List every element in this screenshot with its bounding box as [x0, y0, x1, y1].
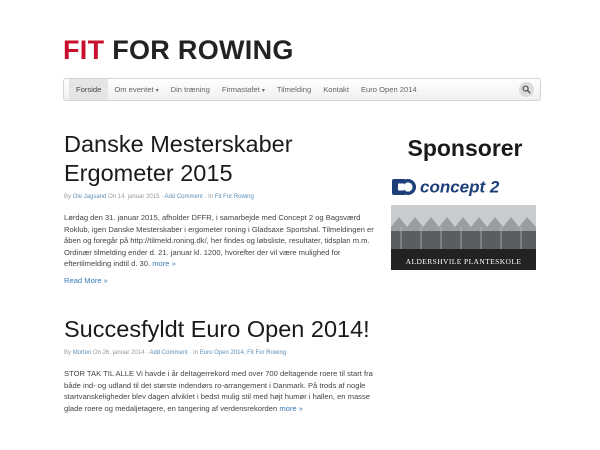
nav-item-tilmelding[interactable] — [271, 79, 317, 100]
post-title[interactable]: Succesfyldt Euro Open 2014! — [64, 316, 370, 342]
concept2-wordmark: concept 2 — [420, 177, 500, 197]
more-link[interactable]: more » — [152, 259, 176, 269]
add-comment-link[interactable]: Add Comment — [164, 194, 203, 200]
post-date: On 26. januar 2014 · — [93, 350, 149, 356]
nav-item-euro-open-2014[interactable] — [355, 79, 423, 100]
post-date: On 14. januar 2015 · — [108, 194, 164, 200]
aldershvile-sponsor-banner[interactable] — [391, 205, 536, 270]
post-title[interactable]: Danske Mesterskaber Ergometer 2015 — [64, 131, 293, 186]
post-author-link[interactable]: Morten — [72, 350, 92, 356]
nav-item-label: Kontakt — [323, 85, 349, 94]
nav-item-label: Tilmelding — [276, 85, 312, 94]
post-author-link[interactable]: Ole Jagsand — [72, 194, 107, 200]
site-title[interactable] — [63, 32, 294, 68]
add-comment-link[interactable]: Add Comment — [149, 350, 188, 356]
nav-item-om-eventet[interactable] — [108, 79, 164, 100]
post-excerpt-text: STOR TAK TIL ALLE Vi havde i år deltagerrekord med over 700 deltagende roere til start fra både ind- og udland til det største indendørs ro-arrangement i Danmark. På trods af nogle startvanskeligheder blev dagen afviklet i bedst mulig stil med højt humør i hallen, en masse glade roere og medaljetagere, en tangering af verdensrekorden — [64, 369, 373, 413]
read-more-link[interactable]: Read More » — [64, 275, 108, 285]
post-excerpt-text: Lørdag den 31. januar 2015, afholder DFFR, i samarbejde med Concept 2 og Bagsværd Roklub, igen Danske Mesterskaber i ergometer roning i Gladsaxe Sportshal. Tilmeldingen er åben og foregår på http://tilmeld.roning.dk/, her findes og løbsliste, resultater, tidsplan m.m. Ordinær tilmelding ender d. 21. januar kl. 1200, hvorefter der vil være mulighed for eftertilmelding indtil d. 30. — [64, 213, 374, 269]
meta-in-label: · In — [189, 350, 199, 356]
search-icon — [522, 85, 531, 94]
aldershvile-label: ALDERSHVILE PLANTESKOLE — [405, 257, 522, 266]
nav-item-din-traening[interactable] — [165, 79, 216, 100]
blog-post — [64, 130, 374, 288]
nav-item-label: Firmastafet — [221, 85, 260, 94]
main-navigation — [63, 78, 541, 101]
nav-item-firmastafet[interactable] — [216, 79, 271, 100]
nav-item-label: Euro Open 2014 — [360, 85, 417, 94]
more-link[interactable]: more » — [279, 403, 303, 413]
blog-post — [64, 315, 374, 414]
meta-by-label: By — [64, 194, 72, 200]
sidebar — [390, 132, 540, 164]
post-category-link[interactable]: Fit For Rowing — [214, 194, 254, 200]
chevron-down-icon: ▾ — [155, 88, 159, 94]
concept2-logo-graphic — [391, 177, 536, 197]
post-excerpt — [64, 212, 374, 270]
nav-item-kontakt[interactable] — [317, 79, 355, 100]
post-category-link[interactable]: Euro Open 2014, Fit For Rowing — [199, 350, 287, 356]
post-meta — [64, 193, 374, 201]
nav-item-forside[interactable] — [69, 79, 108, 100]
post-meta — [64, 349, 374, 357]
site-title-for-rowing: FOR ROWING — [112, 35, 294, 65]
meta-by-label: By — [64, 350, 72, 356]
site-title-fit: FIT — [63, 35, 105, 65]
sidebar-title: Sponsorer — [407, 135, 523, 161]
search-button[interactable] — [519, 82, 534, 97]
nav-item-label: Forside — [76, 85, 102, 94]
meta-in-label: · In — [204, 194, 214, 200]
nav-item-label: Din træning — [170, 85, 210, 94]
chevron-down-icon: ▾ — [261, 88, 265, 94]
post-excerpt — [64, 368, 374, 414]
concept2-logo[interactable] — [391, 177, 536, 197]
nav-item-label: Om eventet — [114, 85, 154, 94]
